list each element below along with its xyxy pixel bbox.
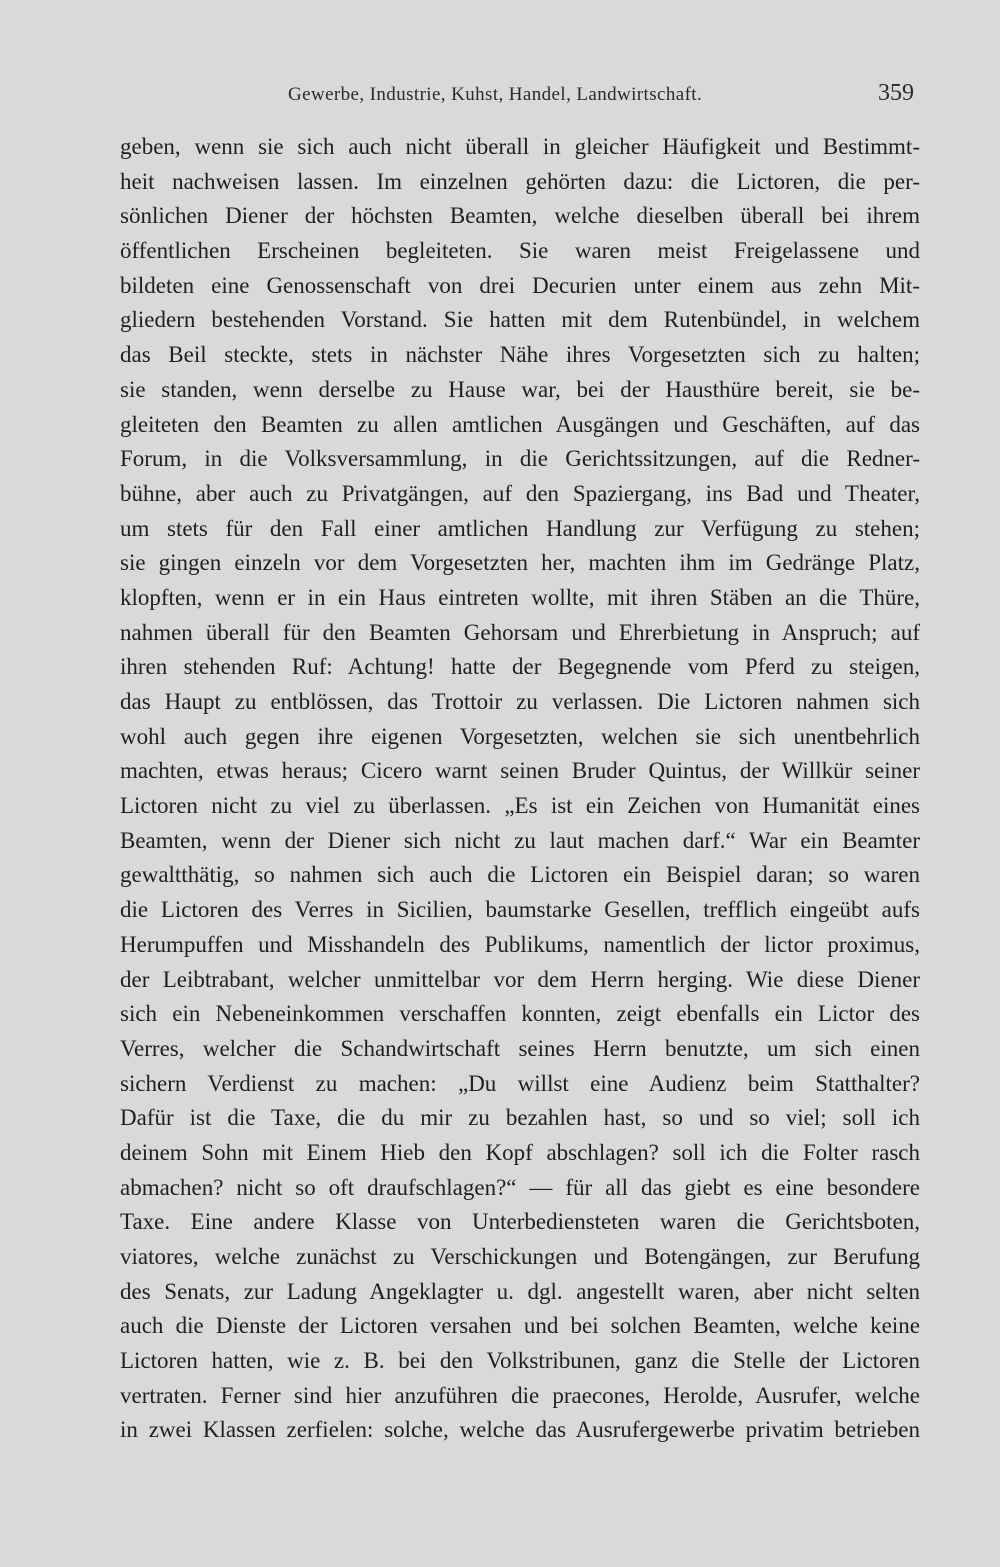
text-line: deinem Sohn mit Einem Hieb den Kopf abschlagen? soll ich die Folter rasch xyxy=(120,1139,920,1165)
text-line: bühne, aber auch zu Privatgängen, auf den Spaziergang, ins Bad und Theater, xyxy=(120,480,920,506)
text-line: sie standen, wenn derselbe zu Hause war, bei der Hausthüre bereit, sie be- xyxy=(120,376,920,402)
text-line: bildeten eine Genossenschaft von drei Decurien unter einem aus zehn Mit- xyxy=(120,272,920,298)
text-line: Herumpuffen und Misshandeln des Publikums, namentlich der lictor proximus, xyxy=(120,931,920,957)
page-number: 359 xyxy=(878,80,914,106)
text-line: sönlichen Diener der höchsten Beamten, welche dieselben überall bei ihrem xyxy=(120,203,920,229)
text-line: klopften, wenn er in ein Haus eintreten wollte, mit ihren Stäben an die Thüre, xyxy=(120,584,920,610)
text-line: wohl auch gegen ihre eigenen Vorgesetzten, welchen sie sich unentbehrlich xyxy=(120,723,920,749)
body-text xyxy=(120,130,920,1448)
text-line: gewaltthätig, so nahmen sich auch die Lictoren ein Beispiel daran; so waren xyxy=(120,862,920,888)
text-line: auch die Dienste der Lictoren versahen und bei solchen Beamten, welche keine xyxy=(120,1313,920,1339)
text-line: Lictoren nicht zu viel zu überlassen. „Es ist ein Zeichen von Humanität eines xyxy=(120,793,920,819)
text-line: sich ein Nebeneinkommen verschaffen konnten, zeigt ebenfalls ein Lictor des xyxy=(120,1001,920,1027)
text-line: öffentlichen Erscheinen begleiteten. Sie waren meist Freigelassene und xyxy=(120,238,920,264)
text-line: Beamten, wenn der Diener sich nicht zu laut machen darf.“ War ein Beamter xyxy=(120,827,920,853)
text-line: um stets für den Fall einer amtlichen Handlung zur Verfügung zu stehen; xyxy=(120,515,920,541)
text-line: Lictoren hatten, wie z. B. bei den Volkstribunen, ganz die Stelle der Lictoren xyxy=(120,1348,920,1374)
text-line: viatores, welche zunächst zu Verschickungen und Botengängen, zur Berufung xyxy=(120,1244,920,1269)
text-line: heit nachweisen lassen. Im einzelnen gehörten dazu: die Lictoren, die per- xyxy=(120,168,920,194)
text-line: abmachen? nicht so oft draufschlagen?“ — für all das giebt es eine besondere xyxy=(120,1174,920,1200)
page-header xyxy=(0,80,1000,110)
text-line: gleiteten den Beamten zu allen amtlichen Ausgängen und Geschäften, auf das xyxy=(120,411,920,437)
text-line: sie gingen einzeln vor dem Vorgesetzten her, machten ihm im Gedränge Platz, xyxy=(120,550,920,576)
text-line: in zwei Klassen zerfielen: solche, welche das Ausrufergewerbe privatim betrieben xyxy=(120,1417,920,1443)
text-line: der Leibtrabant, welcher unmittelbar vor dem Herrn herging. Wie diese Diener xyxy=(120,966,920,992)
text-line: gliedern bestehenden Vorstand. Sie hatten mit dem Rutenbündel, in welchem xyxy=(120,307,920,333)
text-line: des Senats, zur Ladung Angeklagter u. dgl. angestellt waren, aber nicht selten xyxy=(120,1278,920,1304)
text-line: machten, etwas heraus; Cicero warnt seinen Bruder Quintus, der Willkür seiner xyxy=(120,758,920,784)
text-line: ihren stehenden Ruf: Achtung! hatte der Begegnende vom Pferd zu steigen, xyxy=(120,654,920,680)
text-line: Taxe. Eine andere Klasse von Unterbediensteten waren die Gerichtsboten, xyxy=(120,1209,920,1235)
text-line: Verres, welcher die Schandwirtschaft seines Herrn benutzte, um sich einen xyxy=(120,1035,920,1061)
text-line: das Haupt zu entblössen, das Trottoir zu verlassen. Die Lictoren nahmen sich xyxy=(120,689,920,714)
text-line: nahmen überall für den Beamten Gehorsam und Ehrerbietung in Anspruch; auf xyxy=(120,619,920,645)
running-head: Gewerbe, Industrie, Kuhst, Handel, Landwirtschaft. xyxy=(288,84,703,105)
text-line: geben, wenn sie sich auch nicht überall in gleicher Häufigkeit und Bestimmt- xyxy=(120,134,920,159)
text-line: die Lictoren des Verres in Sicilien, baumstarke Gesellen, trefflich eingeübt aufs xyxy=(120,897,920,923)
text-line: sichern Verdienst zu machen: „Du willst eine Audienz beim Statthalter? xyxy=(120,1070,920,1096)
text-line: Forum, in die Volksversammlung, in die Gerichtssitzungen, auf die Redner- xyxy=(120,446,920,472)
text-line: das Beil steckte, stets in nächster Nähe ihres Vorgesetzten sich zu halten; xyxy=(120,342,920,368)
text-line: vertraten. Ferner sind hier anzuführen die praecones, Herolde, Ausrufer, welche xyxy=(120,1382,920,1408)
text-line: Dafür ist die Taxe, die du mir zu bezahlen hast, so und so viel; soll ich xyxy=(120,1105,920,1131)
